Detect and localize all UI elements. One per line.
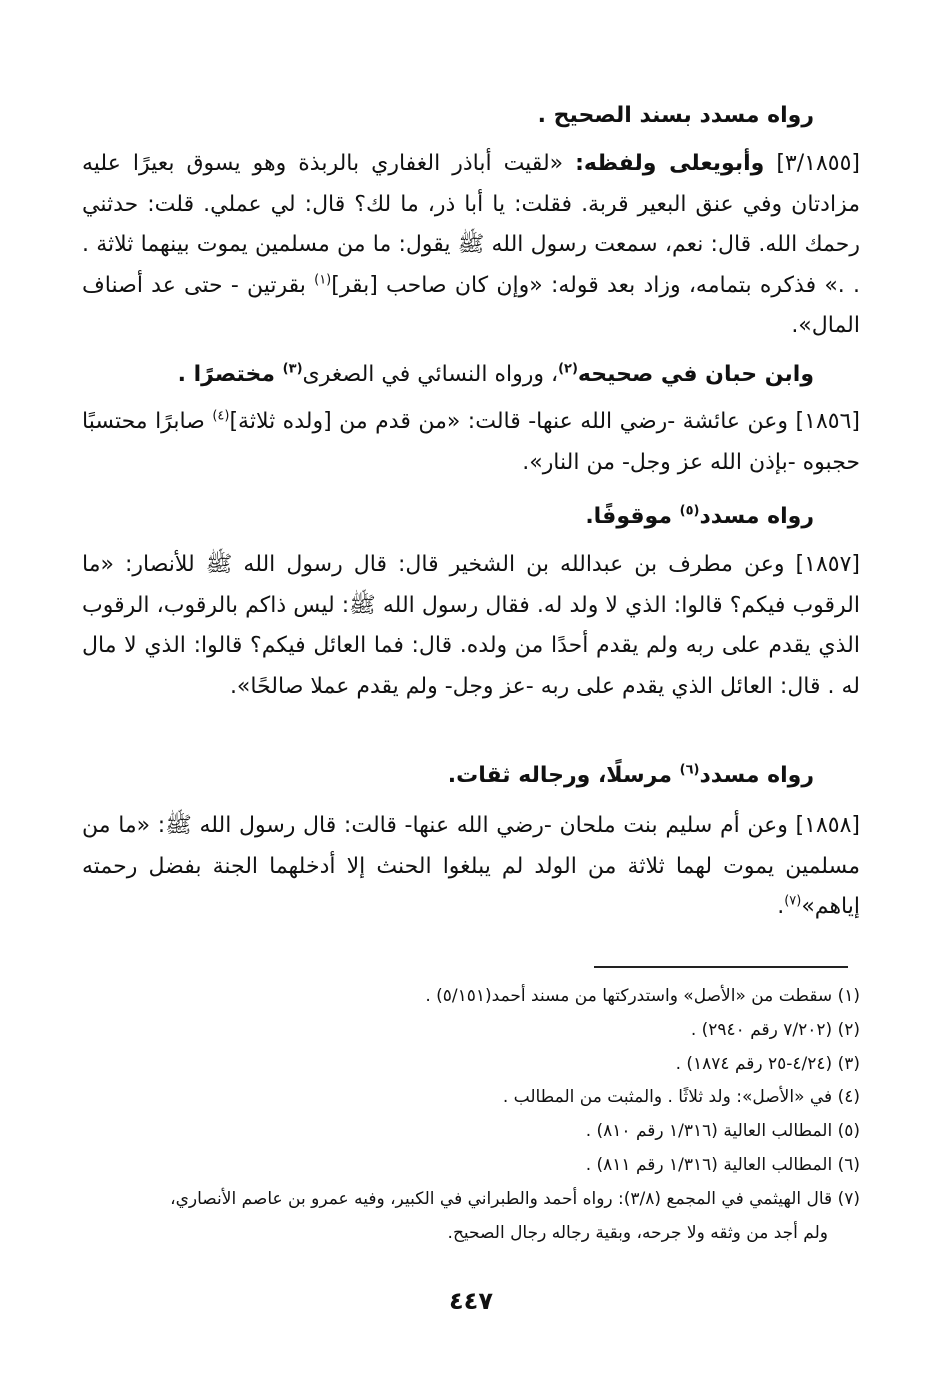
hadith-number: [٣/١٨٥٥]: [776, 151, 860, 176]
footnote-item: (٦) المطالب العالية (١/٣١٦ رقم ٨١١) .: [585, 1154, 860, 1175]
page-number: ٤٤٧: [449, 1287, 493, 1315]
attribution-1856: [585, 497, 814, 537]
attribution-1855: [178, 355, 814, 395]
footnote-marker: (٤): [212, 408, 230, 424]
attribution-text: موقوفًا.: [585, 504, 680, 529]
footnotes: [82, 980, 860, 1250]
footnote-marker: (٦): [679, 762, 700, 778]
attribution-text: رواه مسدد: [699, 504, 814, 529]
footnote-marker: (٣): [282, 361, 303, 377]
hadith-text: صابرًا محتسبًا حجبوه -بإذن الله عز وجل- من النار».: [82, 409, 860, 475]
footnote-separator: [594, 966, 848, 968]
hadith-text: وعن عائشة -رضي الله عنها- قالت: «من قدم من [ولده ثلاثة]: [229, 409, 789, 434]
attribution-text: ، ورواه النسائي في الصغرى: [302, 362, 559, 387]
attribution-text: مختصرًا .: [177, 362, 283, 387]
footnote-item: (٢) (٧/٢٠٢ رقم ٢٩٤٠) .: [690, 1019, 860, 1040]
footnote-marker: (١): [314, 272, 332, 288]
hadith-text-end: .: [777, 894, 785, 919]
footnote-item-7: [82, 1183, 860, 1251]
attribution-text: مرسلًا، ورجاله ثقات.: [447, 763, 680, 788]
hadith-text: «لقيت أباذر الغفاري بالربذة وهو يسوق بعيرًا عليه مزادتان وفي عنق البعير قربة. فقلت: يا أبا ذر، ما لك؟ قال: لي عملي. قلت: حدثني رحمك الله. قال: نعم، سمعت رسول الله ﷺ يقول: ما من مسلمين يموت بينهما ثلاثة . . .» فذكره بتمامه، وزاد بعد قوله: «وإن كان صاحب [بقر]: [82, 151, 860, 298]
footnote-item: (٤) في «الأصل»: ولد ثلاثًا . والمثبت من المطالب .: [502, 1087, 860, 1108]
footnote-marker: (٢): [558, 361, 578, 377]
footnote-item: (٣) (٤/٢٤-٢٥ رقم ١٨٧٤) .: [675, 1053, 860, 1074]
attribution-text: رواه مسدد بسند الصحيح .: [537, 103, 814, 128]
hadith-number: [١٨٥٧]: [795, 552, 860, 577]
attribution-1857: [448, 756, 814, 796]
hadith-text: وعن مطرف بن عبدالله بن الشخير قال: قال رسول الله ﷺ للأنصار: «ما الرقوب فيكم؟ قالوا: الذي لا ولد له. فقال رسول الله ﷺ: ليس ذاكم بالرقوب، الرقوب الذي يقدم على ربه ولم يقدم أحدًا من ولده. قال: فما العائل فيكم؟ قالوا: الذي لا مال له . قال: العائل الذي يقدم على ربه -عز وجل- ولم يقدم عملا صالحًا».: [82, 552, 860, 699]
hadith-1858: [82, 806, 860, 928]
footnote-line: ولم أجد من وثقه ولا جرحه، وبقية رجاله رجال الصحيح.: [447, 1222, 828, 1243]
footnote-item: (٥) المطالب العالية (١/٣١٦ رقم ٨١٠) .: [585, 1121, 860, 1142]
hadith-text-end: بقرتين - حتى عد أصناف المال».: [82, 272, 860, 338]
attribution-text: رواه مسدد: [699, 763, 814, 788]
hadith-1855: [82, 144, 860, 347]
hadith-text: وعن أم سليم بنت ملحان -رضي الله عنها- قالت: قال رسول الله ﷺ: «ما من مسلمين يموت لهما ثلاثة من الولد لم يبلغوا الحنث إلا أدخلهما الجنة بفضل رحمته إياهم»: [82, 813, 860, 919]
hadith-number: [١٨٥٨]: [795, 813, 860, 838]
attribution-text: وابن حبان في صحيحه: [577, 362, 814, 387]
footnote-marker: (٥): [679, 503, 700, 519]
attribution-heading-top: [538, 96, 814, 136]
hadith-1856: [82, 402, 860, 483]
hadith-number: [١٨٥٦]: [795, 409, 860, 434]
footnote-line: (٧) قال الهيثمي في المجمع (٣/٨): رواه أحمد والطبراني في الكبير، وفيه عمرو بن عاصم الأنصاري،: [170, 1188, 860, 1209]
footnote-item: (١) سقطت من «الأصل» واستدركتها من مسند أحمد(٥/١٥١) .: [425, 986, 860, 1006]
footnote-marker: (٧): [784, 893, 802, 909]
hadith-1857: [82, 545, 860, 707]
hadith-narrators: وأبويعلى ولفظه:: [575, 151, 765, 176]
